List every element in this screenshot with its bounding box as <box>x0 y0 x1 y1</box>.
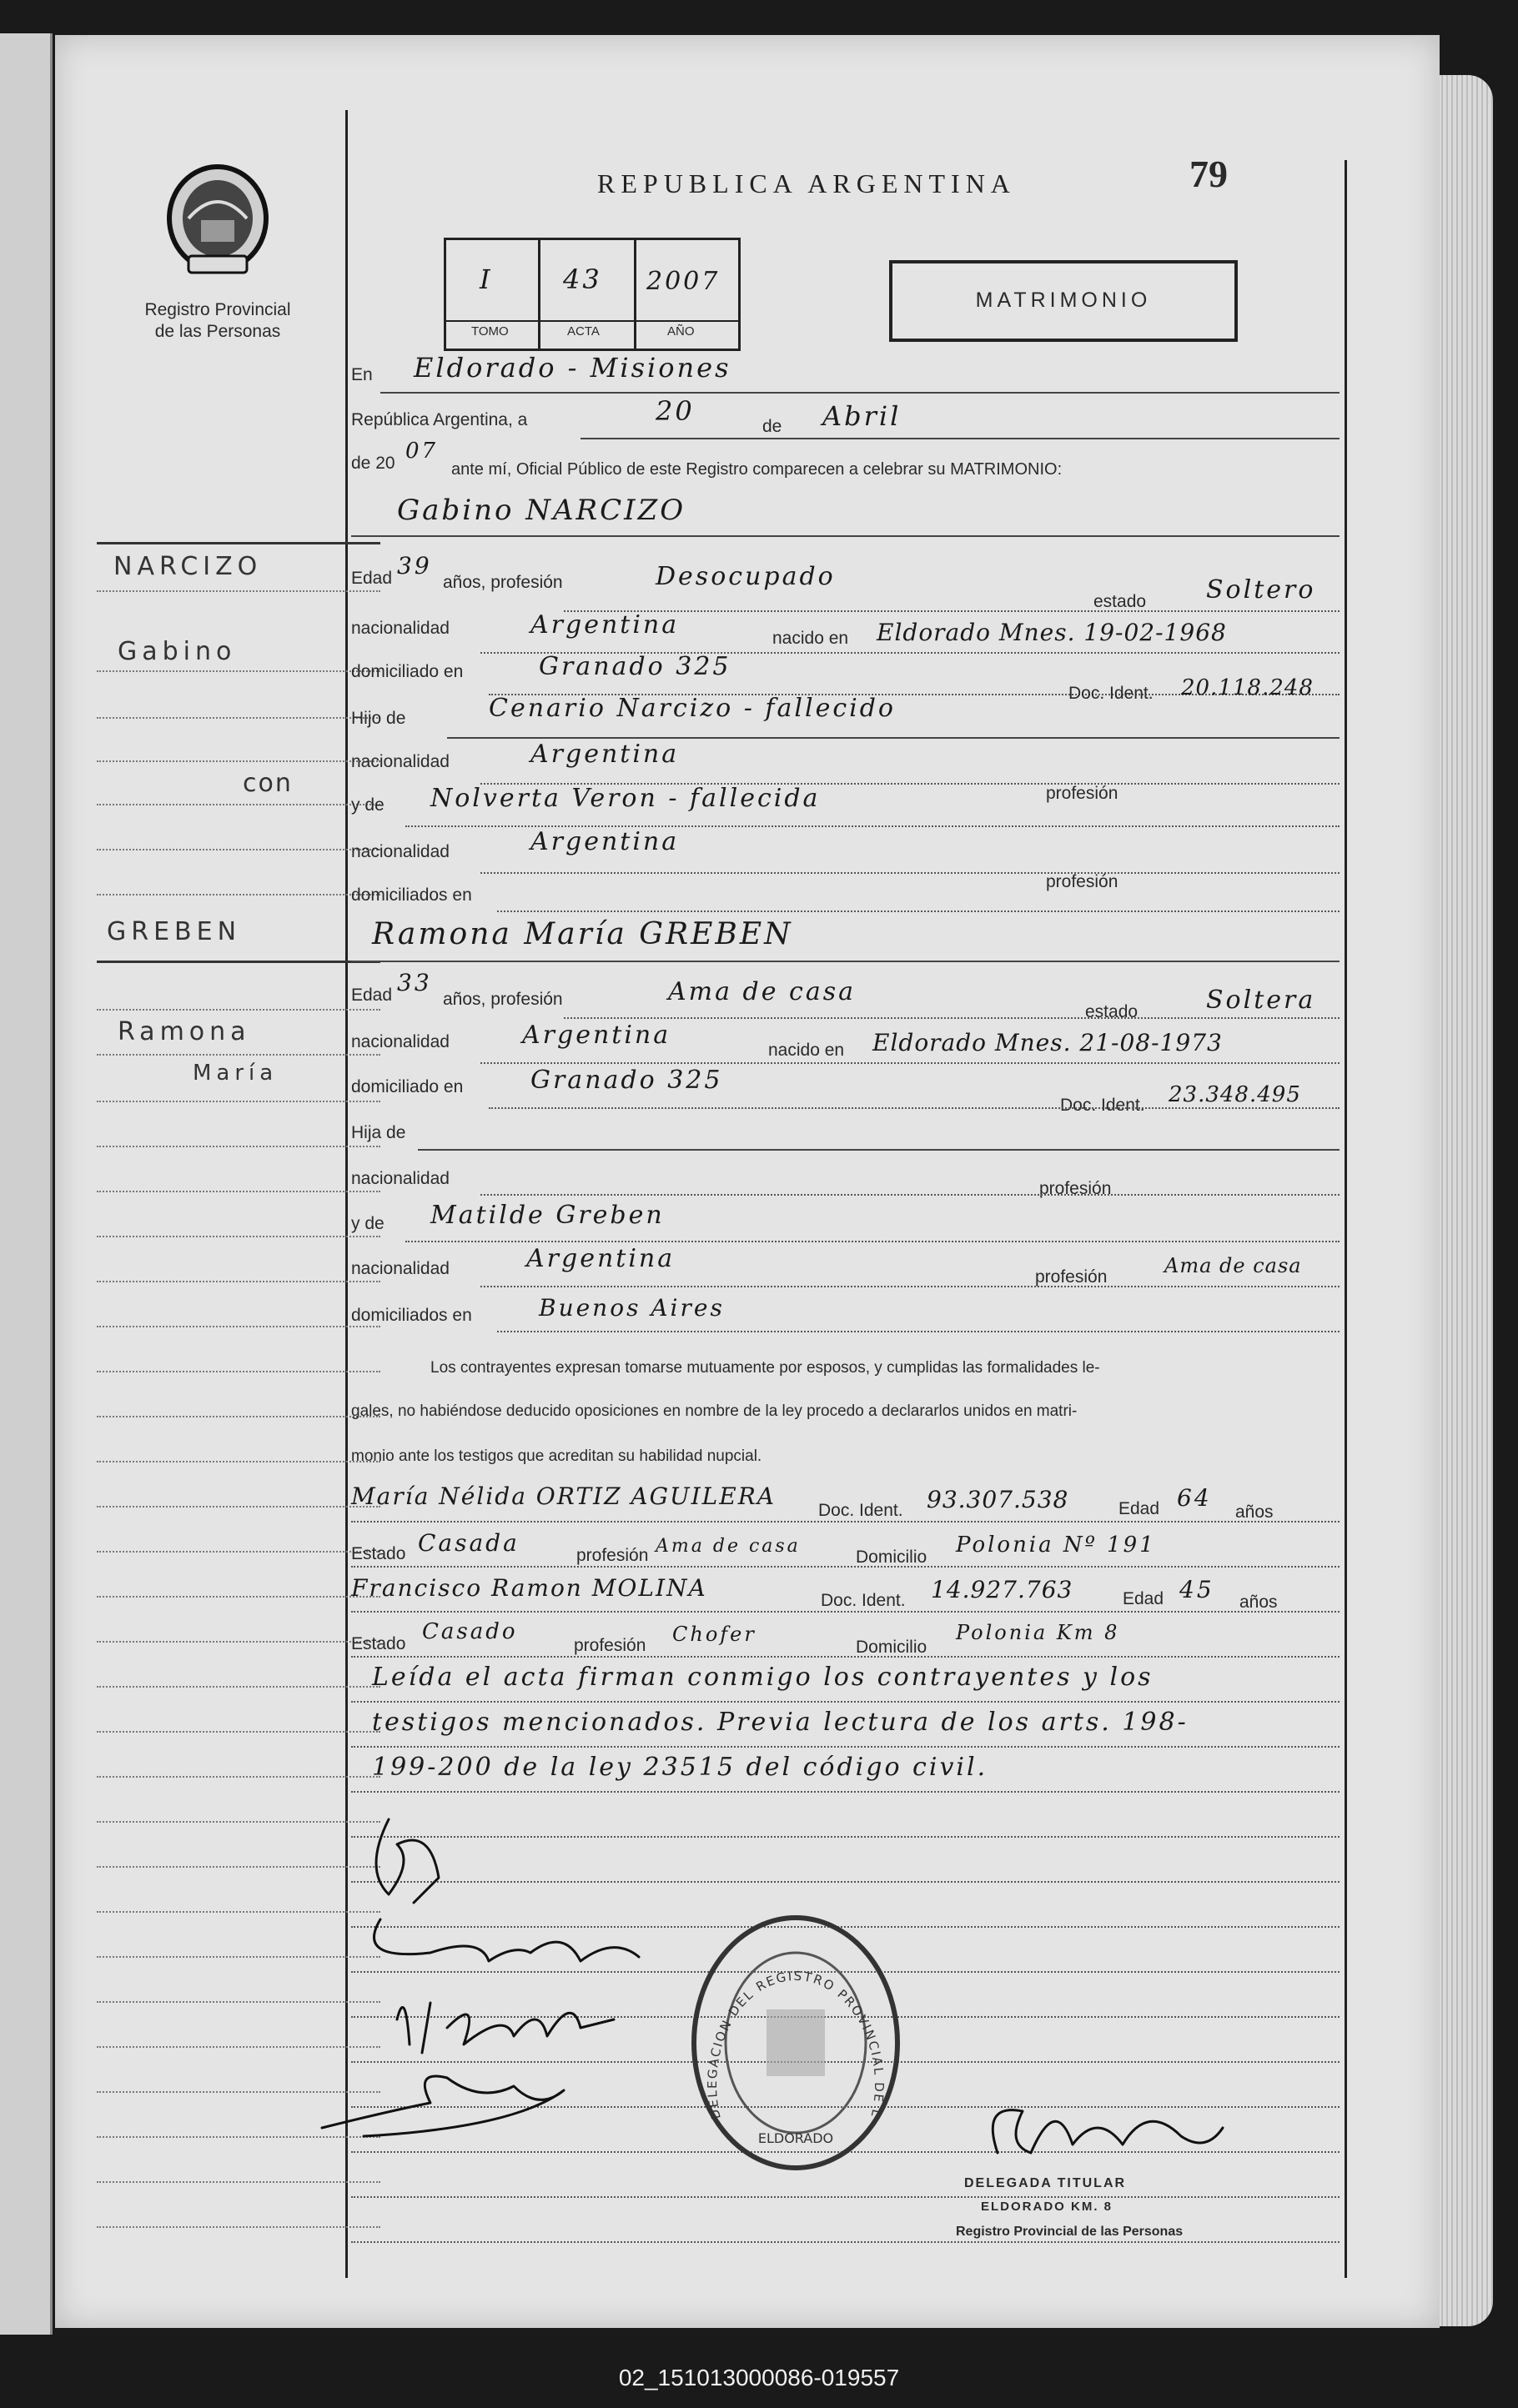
margin-bride-surname: GREBEN <box>107 917 242 946</box>
father-profession-label: profesión <box>1046 784 1118 803</box>
bride-profession: Ama de casa <box>668 977 856 1006</box>
bride-parents-address-label: domiciliados en <box>351 1306 472 1325</box>
witness2-age-label: Edad <box>1123 1589 1164 1608</box>
groom-nationality-label: nacionalidad <box>351 619 450 638</box>
witness1-profession: Ama de casa <box>656 1536 801 1557</box>
officer-stamp-line3: Registro Provincial de las Personas <box>956 2225 1184 2239</box>
bride-nationality-label: nacionalidad <box>351 1032 450 1051</box>
mother-profession-label: profesión <box>1046 872 1118 891</box>
month-value: Abril <box>822 400 902 432</box>
witness1-doc: 93.307.538 <box>927 1486 1069 1513</box>
groom-profession-label: años, profesión <box>443 573 563 592</box>
registry-logo <box>155 160 280 293</box>
margin-groom-name: Gabino <box>118 637 237 666</box>
closing-line1: Leída el acta firman conmigo los contrayentes y los <box>372 1663 1154 1692</box>
ano-value: 2007 <box>646 267 721 296</box>
intro-statement: ante mí, Oficial Público de este Registro comparecen a celebrar su MATRIMONIO: <box>451 460 1063 479</box>
groom-doc: 20.118.248 <box>1181 675 1314 700</box>
seal-stamp-icon <box>687 1909 904 2176</box>
witness1-name: María Nélida ORTIZ AGUILERA <box>351 1482 777 1510</box>
mother-nationality: Argentina <box>530 827 680 856</box>
tomo-label: TOMO <box>471 324 509 339</box>
declaration-line1: Los contrayentes expresan tomarse mutuamente por esposos, y cumplidas las formalidades le- <box>430 1359 1100 1377</box>
bride-address-label: domiciliado en <box>351 1077 464 1096</box>
witness2-age: 45 <box>1179 1576 1214 1603</box>
bride-father-label: Hija de <box>351 1123 406 1142</box>
margin-con: con <box>243 769 293 798</box>
witness2-address-label: Domicilio <box>856 1638 927 1657</box>
witness1-age: 64 <box>1177 1484 1212 1512</box>
witness2-doc-label: Doc. Ident. <box>821 1591 906 1610</box>
mother-nationality-label: nacionalidad <box>351 842 450 861</box>
bride-address: Granado 325 <box>530 1066 723 1095</box>
bride-profession-label: años, profesión <box>443 990 563 1009</box>
groom-mother: Nolverta Veron - fallecida <box>430 784 821 813</box>
ano-label: AÑO <box>667 324 695 339</box>
bride-mother-nationality-label: nacionalidad <box>351 1259 450 1278</box>
tomo-value: I <box>480 263 493 295</box>
acta-value: 43 <box>563 263 602 295</box>
seal-ring-text: DELEGACION DEL REGISTRO PROVINCIAL DE L <box>704 1968 887 2121</box>
groom-address: Granado 325 <box>539 652 731 681</box>
bride-doc-label: Doc. Ident. <box>1060 1096 1145 1115</box>
father-nationality: Argentina <box>530 740 680 769</box>
witness1-years-label: años <box>1235 1502 1274 1522</box>
officer-stamp-line1: DELEGADA TITULAR <box>964 2176 1127 2190</box>
bride-status-label: estado <box>1085 1002 1138 1021</box>
witness2-status-label: Estado <box>351 1634 406 1653</box>
right-border <box>1345 160 1347 2278</box>
bride-age: 33 <box>397 969 432 996</box>
signature-bride <box>374 1919 640 1961</box>
witness1-profession-label: profesión <box>576 1546 649 1565</box>
seal-town: ELDORADO <box>757 2130 834 2146</box>
bride-birthplace: Eldorado Mnes. 21-08-1973 <box>872 1029 1223 1056</box>
margin-bride-name1: Ramona <box>118 1017 251 1046</box>
left-page-edge <box>0 33 53 2335</box>
witness2-status: Casado <box>422 1619 518 1644</box>
groom-birthplace: Eldorado Mnes. 19-02-1968 <box>877 619 1227 646</box>
witness1-status-label: Estado <box>351 1544 406 1563</box>
groom-birthplace-label: nacido en <box>772 629 849 648</box>
en-label: En <box>351 365 373 384</box>
reference-box <box>444 238 741 351</box>
provincial-crest-icon <box>155 160 280 293</box>
groom-mother-label: y de <box>351 795 385 815</box>
witness1-status: Casada <box>418 1529 520 1557</box>
bride-nationality: Argentina <box>522 1021 671 1050</box>
signatures-block <box>264 1794 731 2178</box>
official-seal <box>687 1909 904 2176</box>
groom-parents-address-label: domiciliados en <box>351 885 472 905</box>
groom-full-name: Gabino NARCIZO <box>397 494 686 527</box>
bride-mother-label: y de <box>351 1214 385 1233</box>
day-value: 20 <box>656 395 695 427</box>
bride-mother-profession-label: profesión <box>1035 1267 1108 1287</box>
witness2-profession: Chofer <box>672 1623 756 1646</box>
witness2-profession-label: profesión <box>574 1636 646 1655</box>
image-id-label: 02_151013000086-019557 <box>618 2365 900 2390</box>
signature-witness2 <box>322 2076 564 2136</box>
bride-father-profession-label: profesión <box>1039 1179 1112 1198</box>
groom-nationality: Argentina <box>530 610 680 640</box>
margin-bride-name2: María <box>193 1061 279 1086</box>
groom-address-label: domiciliado en <box>351 662 464 681</box>
record-type: MATRIMONIO <box>975 288 1152 312</box>
republica-label: República Argentina, a <box>351 410 528 429</box>
groom-father: Cenario Narcizo - fallecido <box>489 694 896 723</box>
acta-label: ACTA <box>567 324 600 339</box>
witness1-address: Polonia Nº 191 <box>956 1533 1156 1558</box>
father-nationality-label: nacionalidad <box>351 752 450 771</box>
groom-status: Soltero <box>1206 575 1316 605</box>
bride-parents-address: Buenos Aires <box>539 1294 725 1322</box>
de-label: de <box>762 417 782 436</box>
registry-name-line2: de las Personas <box>154 322 281 341</box>
bride-age-label: Edad <box>351 986 393 1005</box>
bride-mother-nationality: Argentina <box>526 1244 676 1273</box>
bride-doc: 23.348.495 <box>1169 1082 1301 1107</box>
groom-profession: Desocupado <box>656 562 836 591</box>
officer-stamp-line2: ELDORADO KM. 8 <box>981 2200 1113 2214</box>
signature-groom <box>376 1819 439 1903</box>
bride-full-name: Ramona María GREBEN <box>372 917 793 951</box>
signature-witness1 <box>397 2003 614 2053</box>
officer-signature-mark <box>931 2078 1264 2211</box>
closing-line3: 199-200 de la ley 23515 del código civil. <box>372 1753 988 1782</box>
bride-status: Soltera <box>1206 986 1316 1015</box>
bride-father-nationality-label: nacionalidad <box>351 1169 450 1188</box>
bride-mother: Matilde Greben <box>430 1201 665 1230</box>
place-value: Eldorado - Misiones <box>414 352 731 384</box>
groom-doc-label: Doc. Ident. <box>1068 684 1154 703</box>
bride-birthplace-label: nacido en <box>768 1041 845 1060</box>
certificate-page <box>55 35 1440 2328</box>
witness2-name: Francisco Ramon MOLINA <box>351 1574 707 1602</box>
registry-name-line1: Registro Provincial <box>144 300 291 319</box>
record-type-box <box>889 260 1238 342</box>
declaration-line3: monio ante los testigos que acreditan su habilidad nupcial. <box>351 1447 762 1465</box>
closing-line2: testigos mencionados. Previa lectura de los arts. 198- <box>372 1708 1189 1737</box>
handwritten-signatures <box>264 1794 731 2178</box>
witness1-doc-label: Doc. Ident. <box>818 1501 903 1520</box>
margin-groom-surname: NARCIZO <box>113 552 263 581</box>
declaration-line2: gales, no habiéndose deducido oposiciones en nombre de la ley procedo a declararlos unidos en matri- <box>351 1402 1078 1420</box>
groom-age: 39 <box>397 552 432 579</box>
witness2-doc: 14.927.763 <box>931 1576 1073 1603</box>
page-number: 79 <box>1189 153 1228 195</box>
witness1-age-label: Edad <box>1118 1499 1160 1518</box>
officer-signature <box>931 2078 1264 2211</box>
year-suffix: 07 <box>405 439 439 464</box>
witness2-years-label: años <box>1239 1593 1278 1612</box>
groom-status-label: estado <box>1093 592 1147 611</box>
groom-age-label: Edad <box>351 569 393 588</box>
witness1-address-label: Domicilio <box>856 1548 927 1567</box>
groom-father-label: Hijo de <box>351 709 406 728</box>
country-title: REPUBLICA ARGENTINA <box>597 168 1016 198</box>
year-prefix: de 20 <box>351 454 395 473</box>
bride-mother-profession: Ama de casa <box>1164 1254 1302 1277</box>
witness2-address: Polonia Km 8 <box>956 1621 1120 1644</box>
